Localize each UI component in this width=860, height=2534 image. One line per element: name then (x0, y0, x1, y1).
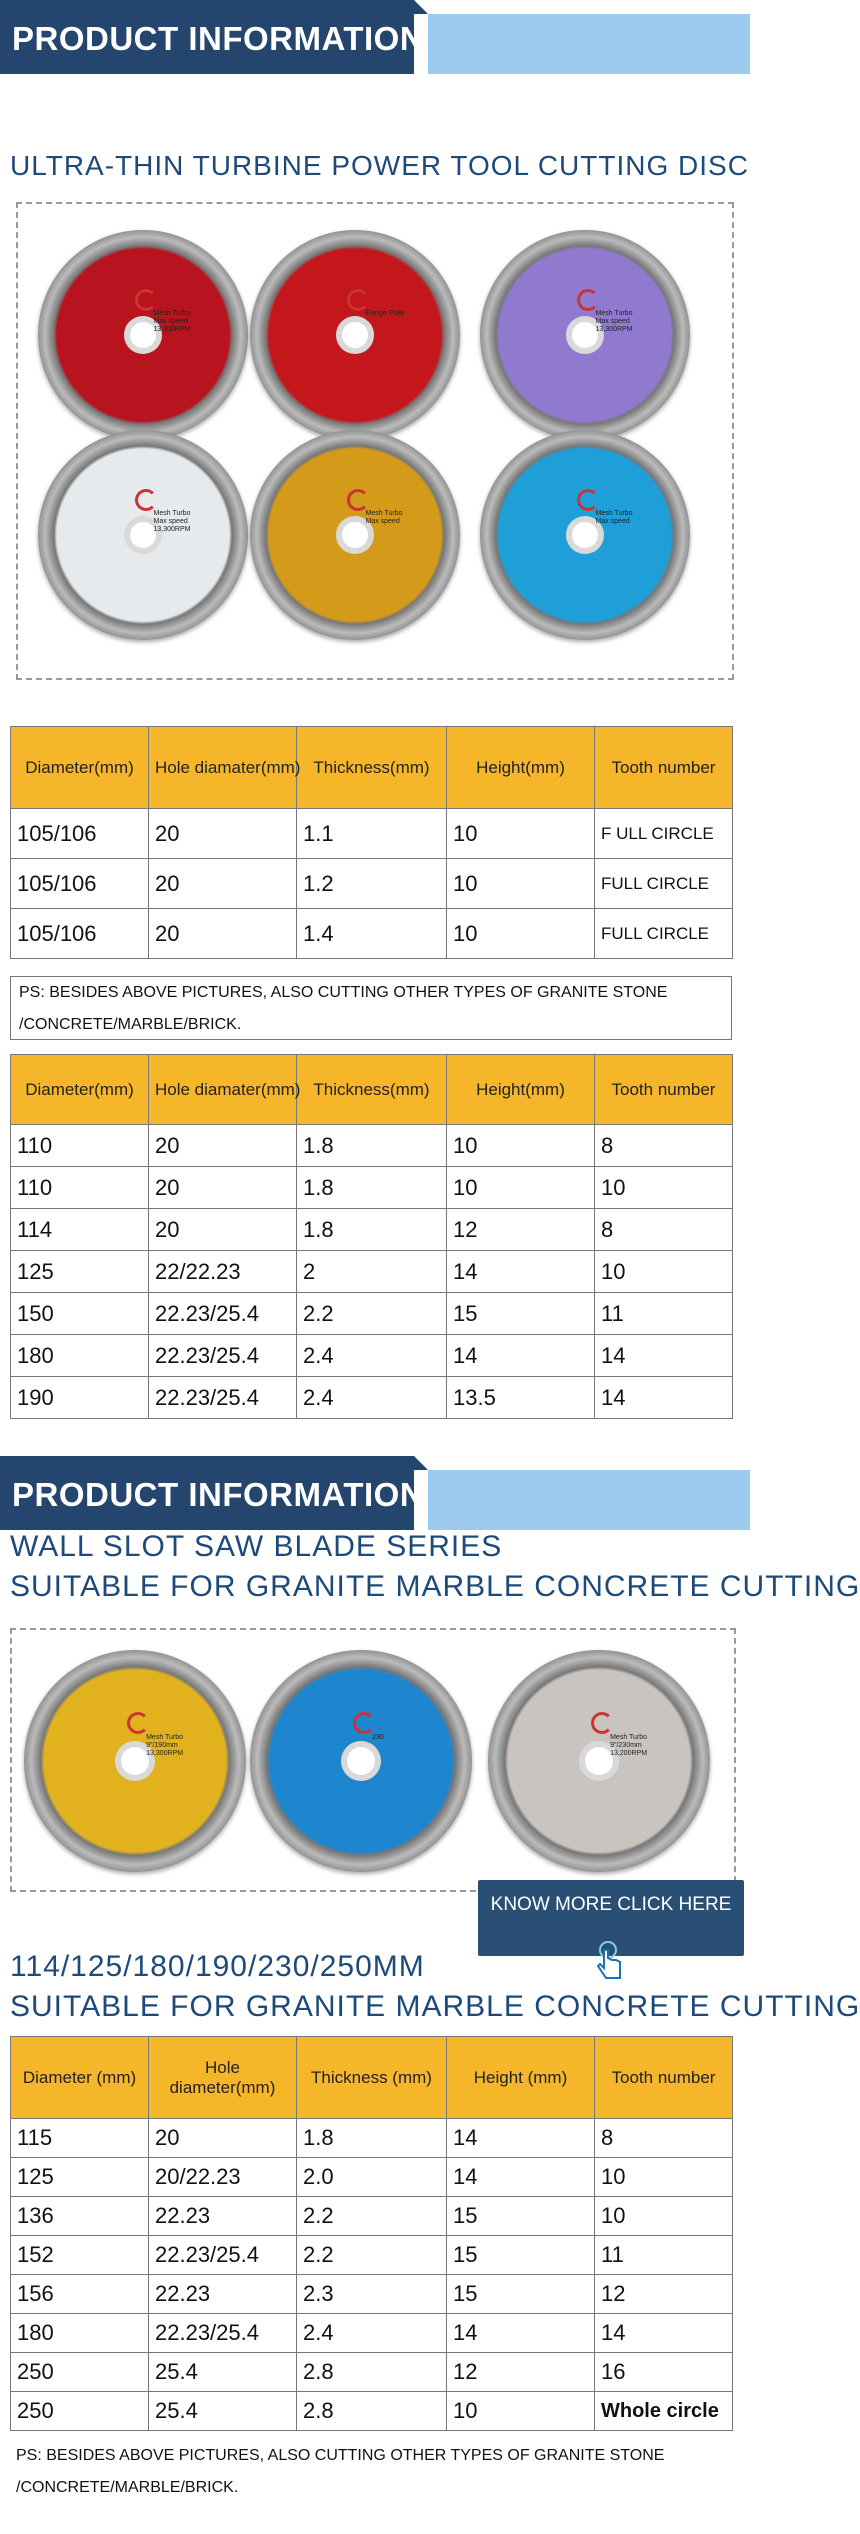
table-cell: 16 (595, 2353, 733, 2392)
table-cell: 1.1 (297, 809, 447, 859)
header-tooth: Tooth number (595, 1055, 733, 1125)
disc-label: Flange Plate (365, 309, 405, 317)
table-cell: 2.3 (297, 2275, 447, 2314)
table-cell: 22.23 (149, 2275, 297, 2314)
table-cell: 10 (595, 1167, 733, 1209)
table-cell: 11 (595, 2236, 733, 2275)
table-cell: 2.2 (297, 2197, 447, 2236)
header-thickness: Thickness(mm) (297, 1055, 447, 1125)
saw-blade-image (38, 430, 248, 640)
section-heading-3-line1: 114/125/180/190/230/250MM (10, 1950, 425, 1983)
table-row (11, 1125, 733, 1167)
disc-label: Mesh Turbo 9"/230mm 13,200RPM (610, 1734, 648, 1758)
header-tooth: Tooth number (595, 727, 733, 809)
table-cell: 14 (595, 1377, 733, 1419)
table-cell: 2.4 (297, 1377, 447, 1419)
banner-light-bar (428, 1470, 750, 1530)
brand-logo-icon (347, 289, 369, 311)
table-cell: 14 (447, 2119, 595, 2158)
table-cell: 110 (11, 1167, 149, 1209)
table-cell: 20 (149, 809, 297, 859)
table-row (11, 2236, 733, 2275)
table-cell: 10 (447, 1167, 595, 1209)
product-photo-grid-1 (16, 202, 734, 680)
table-row (11, 1209, 733, 1251)
table-cell: 15 (447, 2236, 595, 2275)
table-cell: 150 (11, 1293, 149, 1335)
table-header-row (11, 727, 733, 809)
table-cell: 1.8 (297, 2119, 447, 2158)
table-row (11, 1377, 733, 1419)
table-cell: 22.23/25.4 (149, 2314, 297, 2353)
table-row (11, 2197, 733, 2236)
table-cell: 10 (447, 909, 595, 959)
table-cell: 20/22.23 (149, 2158, 297, 2197)
table-cell: 2.4 (297, 1335, 447, 1377)
banner-title: PRODUCT INFORMATION (12, 20, 425, 57)
table-row (11, 809, 733, 859)
table-cell: 110 (11, 1125, 149, 1167)
table-row (11, 1293, 733, 1335)
table-cell: 125 (11, 2158, 149, 2197)
brand-logo-icon (127, 1712, 149, 1734)
section-heading-2-line1: WALL SLOT SAW BLADE SERIES (10, 1530, 503, 1563)
table-row (11, 1335, 733, 1377)
table-cell: 2 (297, 1251, 447, 1293)
disc-label: Mesh Turbo Max speed 13,300RPM (153, 309, 191, 333)
header-hole: Hole diamater(mm) (149, 727, 297, 809)
table-cell: 22/22.23 (149, 1251, 297, 1293)
table-cell: 15 (447, 2275, 595, 2314)
ps-note-line1: PS: BESIDES ABOVE PICTURES, ALSO CUTTING OTHER TYPES OF GRANITE STONE (19, 984, 668, 1001)
table-cell: 10 (447, 859, 595, 909)
table-cell: 1.8 (297, 1209, 447, 1251)
table-row (11, 2158, 733, 2197)
table-cell: 8 (595, 2119, 733, 2158)
table-cell: 190 (11, 1377, 149, 1419)
banner-light-bar (428, 14, 750, 74)
disc-label: Mesh Turbo Max speed 13,300RPM (595, 309, 633, 333)
table-cell: 250 (11, 2353, 149, 2392)
table-cell: 20 (149, 1125, 297, 1167)
table-cell: 14 (447, 2314, 595, 2353)
table-cell: 105/106 (11, 809, 149, 859)
table-cell: 10 (447, 809, 595, 859)
spec-table-3 (10, 2036, 733, 2431)
table-cell: 14 (595, 1335, 733, 1377)
table-row (11, 2275, 733, 2314)
table-cell: 22.23/25.4 (149, 1293, 297, 1335)
table-row (11, 859, 733, 909)
table-row (11, 2119, 733, 2158)
table-row (11, 2314, 733, 2353)
section-heading-2-line2: SUITABLE FOR GRANITE MARBLE CONCRETE CUTTING (10, 1570, 860, 1603)
table-cell: 152 (11, 2236, 149, 2275)
table-cell: 125 (11, 1251, 149, 1293)
table-row (11, 909, 733, 959)
saw-blade-image (480, 230, 690, 440)
table-cell: 2.8 (297, 2353, 447, 2392)
section-heading-1: ULTRA-THIN TURBINE POWER TOOL CUTTING DISC (10, 150, 749, 181)
product-info-banner-2 (0, 1456, 750, 1530)
header-hole: Hole diameter(mm) (149, 2037, 297, 2119)
table-row (11, 1251, 733, 1293)
table-cell: 14 (447, 1251, 595, 1293)
table-cell: 136 (11, 2197, 149, 2236)
product-photo-grid-2 (10, 1628, 736, 1892)
table-cell: 20 (149, 1167, 297, 1209)
saw-blade-image (38, 230, 248, 440)
brand-logo-icon (347, 489, 369, 511)
ps-note-line2: /CONCRETE/MARBLE/BRICK. (16, 2479, 239, 2496)
disc-label: Mesh Turbo Max speed 13,300RPM (153, 509, 191, 533)
arbor-hole (336, 316, 374, 354)
table-cell: 22.23/25.4 (149, 2236, 297, 2275)
saw-blade-image (480, 430, 690, 640)
table-header-row (11, 2037, 733, 2119)
brand-logo-icon (577, 289, 599, 311)
table-cell: 10 (595, 1251, 733, 1293)
header-diameter: Diameter(mm) (11, 1055, 149, 1125)
table-row (11, 2392, 733, 2431)
table-cell: 10 (447, 1125, 595, 1167)
table-cell: 2.4 (297, 2314, 447, 2353)
table-cell: 180 (11, 2314, 149, 2353)
ps-note-line2: /CONCRETE/MARBLE/BRICK. (19, 1016, 242, 1033)
spec-table-1 (10, 726, 733, 959)
table-cell: Whole circle (595, 2392, 733, 2431)
table-cell: 105/106 (11, 859, 149, 909)
table-cell: 156 (11, 2275, 149, 2314)
table-cell: 10 (447, 2392, 595, 2431)
table-cell: 20 (149, 859, 297, 909)
table-cell: 2.8 (297, 2392, 447, 2431)
table-cell: 25.4 (149, 2353, 297, 2392)
table-cell: 250 (11, 2392, 149, 2431)
brand-logo-icon (591, 1712, 613, 1734)
header-diameter: Diameter(mm) (11, 727, 149, 809)
table-cell: 13.5 (447, 1377, 595, 1419)
header-height: Height(mm) (447, 727, 595, 809)
header-diameter: Diameter (mm) (11, 2037, 149, 2119)
disc-label: Mesh Turbo Max speed (595, 509, 633, 525)
table-cell: 22.23/25.4 (149, 1377, 297, 1419)
table-cell: FULL CIRCLE (595, 909, 733, 959)
header-tooth: Tooth number (595, 2037, 733, 2119)
table-cell: 20 (149, 2119, 297, 2158)
arbor-hole (341, 1741, 381, 1781)
table-cell: 12 (595, 2275, 733, 2314)
table-cell: 1.2 (297, 859, 447, 909)
header-height: Height (mm) (447, 2037, 595, 2119)
table-cell: 15 (447, 2197, 595, 2236)
saw-blade-image (250, 430, 460, 640)
saw-blade-image (250, 230, 460, 440)
banner-title: PRODUCT INFORMATION (12, 1476, 425, 1513)
table-cell: 1.8 (297, 1167, 447, 1209)
table-cell: 115 (11, 2119, 149, 2158)
table-cell: 1.4 (297, 909, 447, 959)
table-cell: 8 (595, 1209, 733, 1251)
table-cell: 114 (11, 1209, 149, 1251)
table-cell: 8 (595, 1125, 733, 1167)
table-cell: 2.0 (297, 2158, 447, 2197)
spec-table-2 (10, 1054, 733, 1419)
ps-note-line1: PS: BESIDES ABOVE PICTURES, ALSO CUTTING OTHER TYPES OF GRANITE STONE (16, 2447, 665, 2464)
table-cell: 15 (447, 1293, 595, 1335)
know-more-label: KNOW MORE CLICK HERE (490, 1894, 732, 1915)
table-cell: 1.8 (297, 1125, 447, 1167)
ps-note-2 (10, 2440, 732, 2504)
product-info-banner-1 (0, 0, 750, 74)
ps-note-1 (10, 976, 732, 1040)
table-cell: F ULL CIRCLE (595, 809, 733, 859)
section-heading-3-line2: SUITABLE FOR GRANITE MARBLE CONCRETE CUTTING (10, 1990, 860, 2023)
table-cell: 20 (149, 909, 297, 959)
brand-logo-icon (577, 489, 599, 511)
brand-logo-icon (353, 1712, 375, 1734)
table-cell: 14 (447, 2158, 595, 2197)
table-cell: 12 (447, 1209, 595, 1251)
brand-logo-icon (135, 289, 157, 311)
table-cell: 25.4 (149, 2392, 297, 2431)
table-row (11, 1167, 733, 1209)
disc-label: Mesh Turbo 9"/190mm 13,300RPM (146, 1734, 184, 1758)
table-row (11, 2353, 733, 2392)
table-cell: 14 (595, 2314, 733, 2353)
header-height: Height(mm) (447, 1055, 595, 1125)
table-cell: 2.2 (297, 2236, 447, 2275)
table-cell: 180 (11, 1335, 149, 1377)
brand-logo-icon (135, 489, 157, 511)
saw-blade-image (488, 1650, 710, 1872)
table-cell: 14 (447, 1335, 595, 1377)
table-cell: 22.23/25.4 (149, 1335, 297, 1377)
saw-blade-image (250, 1650, 472, 1872)
disc-label: Mesh Turbo Max speed (365, 509, 403, 525)
disc-label: 230 (372, 1734, 384, 1742)
pointer-hand-icon (590, 1940, 626, 1980)
table-cell: 12 (447, 2353, 595, 2392)
header-thickness: Thickness(mm) (297, 727, 447, 809)
table-cell: FULL CIRCLE (595, 859, 733, 909)
table-cell: 10 (595, 2158, 733, 2197)
saw-blade-image (24, 1650, 246, 1872)
table-cell: 105/106 (11, 909, 149, 959)
header-thickness: Thickness (mm) (297, 2037, 447, 2119)
table-cell: 2.2 (297, 1293, 447, 1335)
header-hole: Hole diamater(mm) (149, 1055, 297, 1125)
table-cell: 10 (595, 2197, 733, 2236)
table-cell: 20 (149, 1209, 297, 1251)
table-cell: 22.23 (149, 2197, 297, 2236)
table-header-row (11, 1055, 733, 1125)
table-cell: 11 (595, 1293, 733, 1335)
